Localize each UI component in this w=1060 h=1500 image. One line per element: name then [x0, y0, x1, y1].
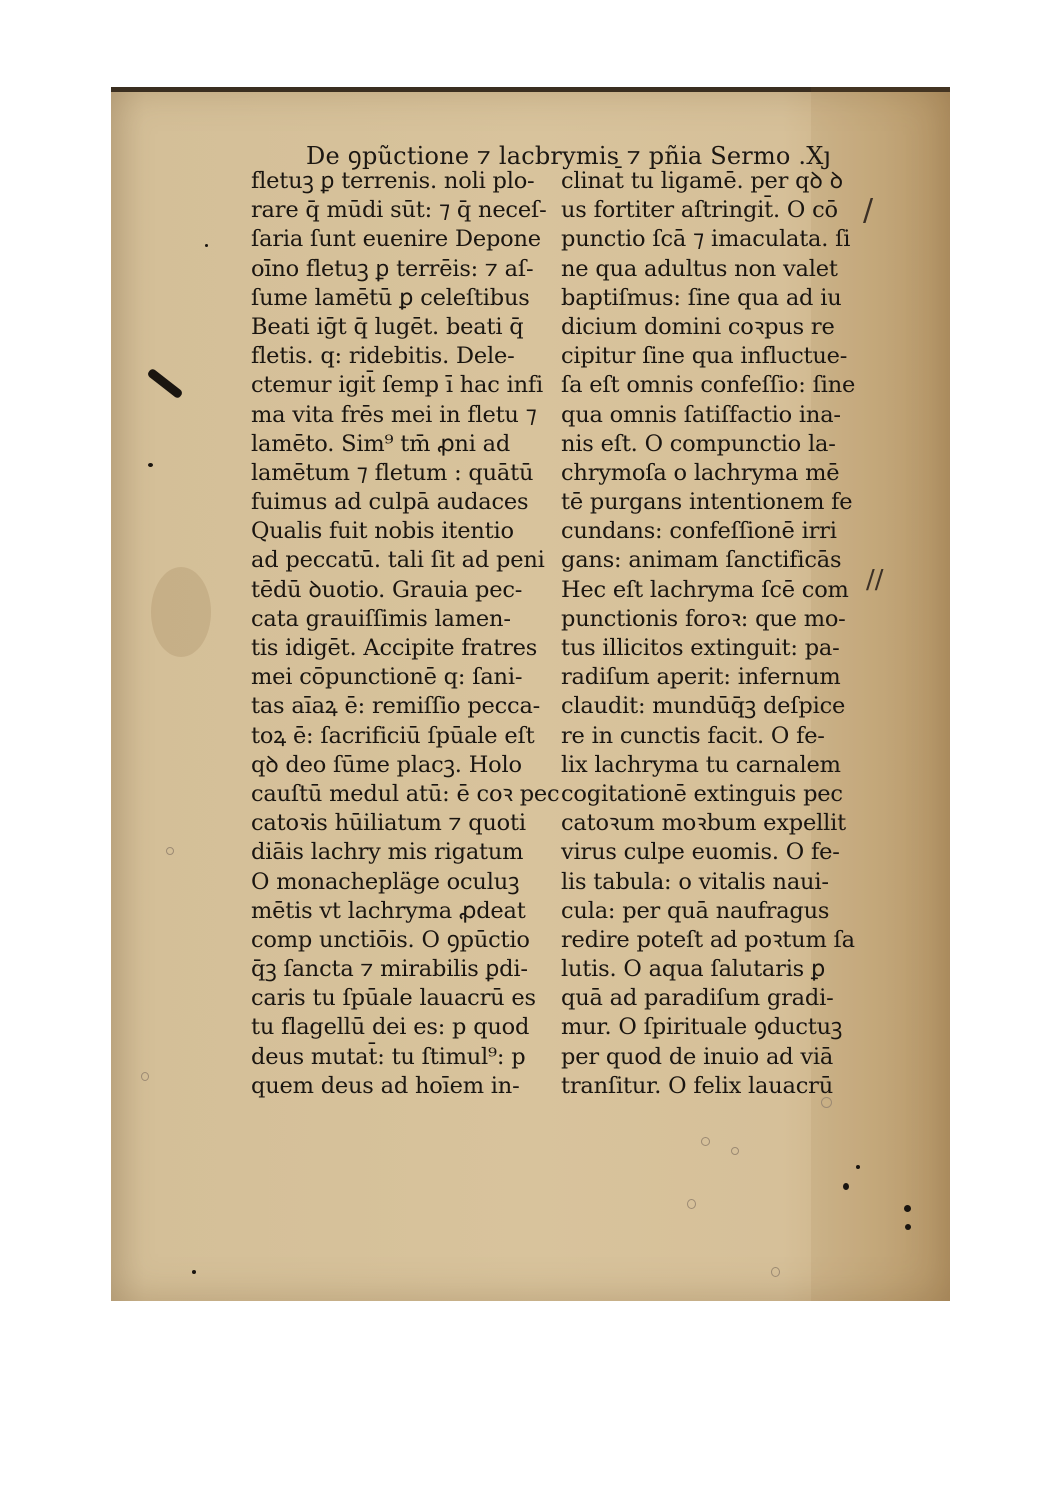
paper-bubble — [771, 1267, 780, 1277]
ink-smudge — [146, 368, 183, 400]
text-line: fuimus ad culpā audaces — [251, 489, 529, 516]
ink-speck — [843, 1183, 849, 1190]
text-line: dicium domini coꝛpus re — [561, 313, 835, 340]
ink-speck — [904, 1205, 911, 1212]
text-line: cauſtū medul atū: ē coꝛ pec — [251, 780, 560, 807]
paper-bubble — [166, 847, 174, 855]
text-line: mur. O ſpirituale ꝯductuꝫ — [561, 1014, 843, 1041]
text-line: lix lachryma tu carnalem — [561, 751, 841, 778]
text-line: claudit: mundūq̄ꝫ deſpice — [561, 693, 846, 720]
right-text-column — [561, 167, 861, 1101]
text-line: nis eſt. O compunctio la- — [561, 430, 836, 457]
ink-speck — [905, 1224, 911, 1230]
text-line: punctionis foroꝛ: que mo- — [561, 605, 846, 632]
text-line: tus illicitos extinguit: pa- — [561, 635, 840, 661]
text-line: tranſitur. O felix lauacrū — [561, 1072, 833, 1099]
paper-bubble — [821, 1097, 832, 1108]
text-line: Qualis fuit nobis itentio — [251, 518, 514, 545]
text-line: lis tabula: o vitalis naui- — [561, 868, 829, 895]
text-line: rare q̄ mūdi sūt: ⁊ q̄ neceſ- — [251, 197, 547, 224]
running-header: De ꝯpũctione ⁊ lacbrymis ⁊ pñia Sermo .Xȷ — [306, 142, 832, 170]
text-line: quem deus ad hoīem in- — [251, 1072, 520, 1099]
text-line: catoꝛis hūiliatum ⁊ quoti — [251, 810, 526, 837]
ink-speck — [192, 1270, 196, 1274]
text-line: ſa eſt omnis confeſſio: ſine — [561, 372, 856, 399]
text-line: tas aīaꝝ ē: remiſſio pecca- — [251, 693, 541, 720]
text-line: caris tu ſpūale lauacrū es — [251, 985, 536, 1012]
margin-mark: // — [866, 565, 884, 595]
text-line: qꝺ deo ſūme placꝫ. Holo — [251, 751, 522, 778]
ink-speck — [205, 244, 208, 247]
text-line: mētis vt lachryma ꝓdeat — [251, 897, 526, 924]
text-line: fletuꝫ ꝑ terrenis. noli plo- — [251, 168, 535, 194]
text-line: diāis lachry mis rigatum — [251, 839, 524, 866]
text-line: tu flagellū dei es: p quod — [251, 1014, 530, 1041]
text-line: ſaria ſunt euenire Depone — [251, 226, 541, 253]
text-line: redire poteſt ad poꝛtum ſa — [561, 926, 855, 953]
text-line: ctemur igit̄ ſemp ī hac infi — [251, 372, 544, 399]
text-line: ad peccatū. tali ſit ad peni — [251, 547, 545, 574]
text-line: virus culpe euomis. O fe- — [561, 839, 840, 866]
text-line: O monachepläge oculuꝫ — [251, 868, 520, 895]
text-line: mei cōpunctionē q: ſani- — [251, 664, 523, 691]
text-line: gans: animam ſanctificās — [561, 547, 842, 574]
text-line: cula: per quā naufragus — [561, 897, 830, 924]
text-line: tē purgans intentionem fe — [561, 489, 853, 516]
text-line: ma vita frēs mei in fletu ⁊ — [251, 401, 537, 428]
text-line: quā ad paradiſum gradi- — [561, 985, 834, 1012]
text-line: lamēto. Sim⁹ tm̄ ꝓni ad — [251, 430, 511, 457]
text-line: punctio ſcā ⁊ imaculata. ſi — [561, 226, 851, 253]
text-line: clinat̄ tu ligamē. per qꝺ ꝺ — [561, 168, 843, 194]
text-line: us fortiter aſtringit̄. O cō — [561, 197, 838, 224]
text-line: oīno fletuꝫ ꝑ terrēis: ⁊ aſ- — [251, 255, 534, 282]
text-line: q̄ꝫ ſancta ⁊ mirabilis ꝑdi- — [251, 956, 528, 983]
ink-speck — [148, 463, 153, 467]
text-line: cipitur ſine qua influctue- — [561, 343, 848, 370]
text-line: per quod de inuio ad viā — [561, 1043, 834, 1070]
text-line: lutis. O aqua ſalutaris ꝑ — [561, 956, 826, 983]
text-line: tis idigēt. Accipite fratres — [251, 635, 538, 661]
text-line: comp unctiōis. O ꝯpūctio — [251, 926, 530, 953]
text-line: ne qua adultus non valet — [561, 255, 838, 282]
text-line: deus mutat̄: tu ſtimul⁹: p — [251, 1043, 526, 1070]
ink-speck — [856, 1165, 860, 1169]
text-line: tēdū ꝺuotio. Grauia pec- — [251, 576, 523, 603]
paper-bubble — [731, 1147, 739, 1155]
paper-bubble — [701, 1137, 710, 1146]
text-line: lamētum ⁊ fletum : quātū — [251, 459, 534, 486]
text-line: re in cunctis facit. O fe- — [561, 722, 825, 749]
text-line: chrymoſa o lachryma mē — [561, 459, 840, 486]
text-line: cogitationē extinguis pec — [561, 780, 843, 807]
paper-stain — [151, 567, 211, 657]
text-line: Beati iḡt q̄ lugēt. beati q̄ — [251, 313, 524, 340]
paper-bubble — [141, 1072, 149, 1081]
text-line: cundans: confeſſionē irri — [561, 518, 837, 545]
text-line: Hec eſt lachryma ſcē com — [561, 576, 849, 603]
text-line: fletis. q: ridebitis. Dele- — [251, 343, 515, 370]
text-line: qua omnis ſatiſfactio ina- — [561, 401, 841, 428]
margin-mark: / — [863, 193, 874, 228]
text-line: radiſum aperit: infernum — [561, 664, 841, 691]
text-line: ſume lamētū ꝑ celeſtibus — [251, 284, 530, 311]
text-line: cata grauiſſimis lamen- — [251, 605, 511, 632]
paper-bubble — [687, 1199, 696, 1209]
text-line: toꝝ ē: ſacrificiū ſpūale eſt — [251, 722, 535, 749]
text-line: baptiſmus: ſine qua ad iu — [561, 284, 842, 311]
text-line: catoꝛum moꝛbum expellit — [561, 810, 846, 837]
scanned-page — [111, 87, 950, 1301]
left-text-column — [251, 167, 560, 1101]
